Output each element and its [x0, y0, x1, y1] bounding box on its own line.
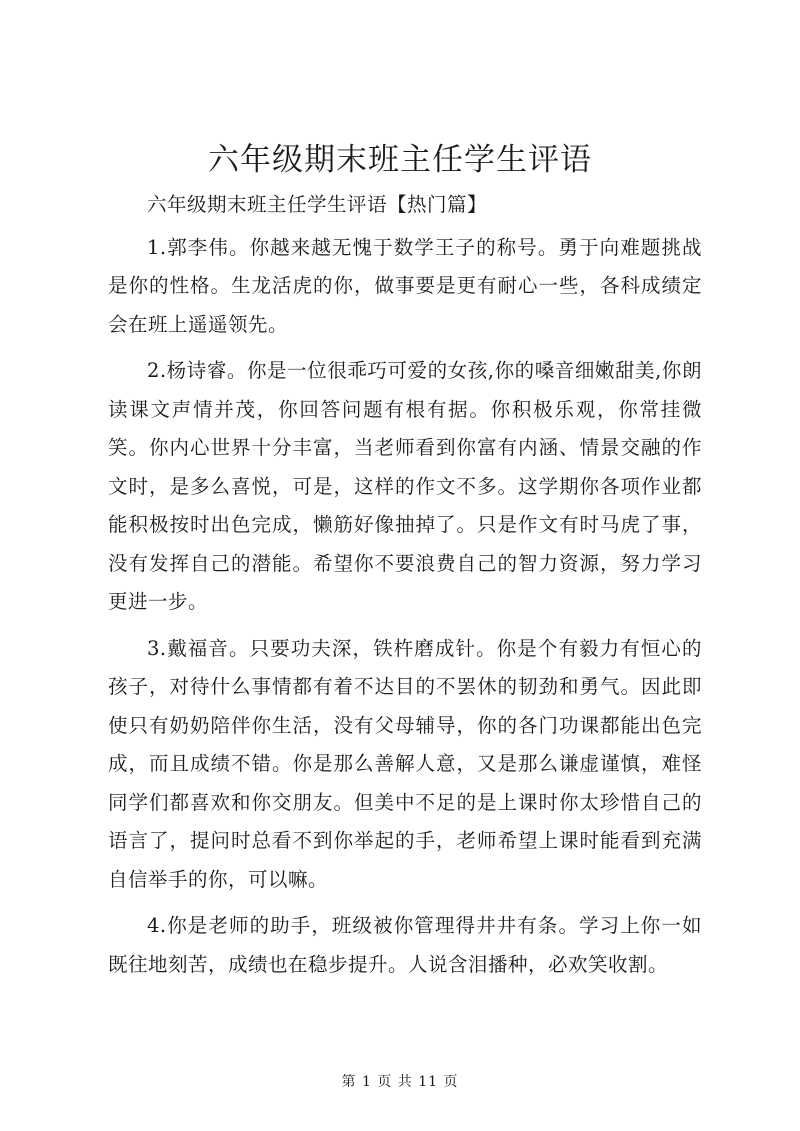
comment-paragraph-1: 1.郭李伟。你越来越无愧于数学王子的称号。勇于向难题挑战是你的性格。生龙活虎的你，做事要是更有耐心一些，各科成绩定会在班上遥遥领先。: [108, 235, 702, 336]
comment-paragraph-4: 4.你是老师的助手，班级被你管理得井井有条。学习上你一如既往地刻苦，成绩也在稳步提升。人说含泪播种，必欢笑收割。: [108, 914, 702, 976]
comment-paragraph-2: 2.杨诗睿。你是一位很乖巧可爱的女孩,你的嗓音细嫩甜美,你朗读课文声情并茂，你回答问题有根有据。你积极乐观，你常挂微笑。你内心世界十分丰富，当老师看到你富有内涵、情景交融的作文时，是多么喜悦，可是，这样的作文不多。这学期你各项作业都能积极按时出色完成，懒筋好像抽掉了。只是作文有时马虎了事，没有发挥自己的潜能。希望你不要浪费自己的智力资源，努力学习更进一步。: [108, 359, 702, 613]
comment-paragraph-3: 3.戴福音。只要功夫深，铁杵磨成针。你是个有毅力有恒心的孩子，对待什么事情都有着不达目的不罢休的韧劲和勇气。因此即使只有奶奶陪伴你生活，没有父母辅导，你的各门功课都能出色完成，而且成绩不错。你是那么善解人意，又是那么谦虚谨慎，难怪同学们都喜欢和你交朋友。但美中不足的是上课时你太珍惜自己的语言了，提问时总看不到你举起的手，老师希望上课时能看到充满自信举手的你，可以嘛。: [108, 636, 702, 891]
document-body: [108, 186, 702, 992]
page-number-footer: 第 1 页 共 11 页: [341, 1074, 459, 1090]
document-subtitle: 六年级期末班主任学生评语【热门篇】: [147, 193, 488, 216]
document-title: 六年级期末班主任学生评语: [208, 142, 592, 178]
